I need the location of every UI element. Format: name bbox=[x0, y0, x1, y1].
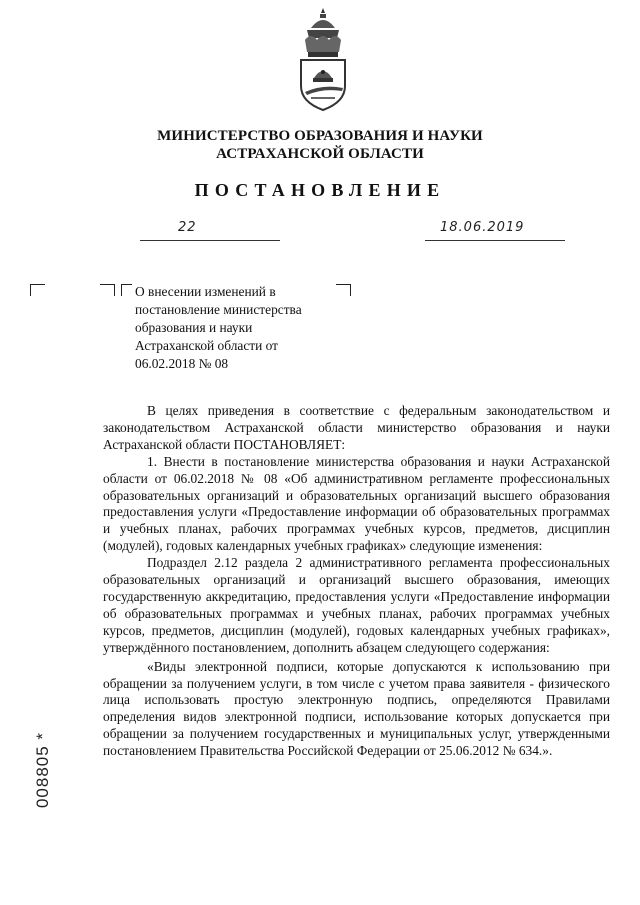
subject-line: 06.02.2018 № 08 bbox=[135, 356, 229, 371]
subject-line: образования и науки bbox=[135, 320, 253, 335]
corner-mark-subject-left bbox=[121, 284, 132, 296]
document-body bbox=[103, 403, 610, 760]
coat-of-arms-icon bbox=[291, 6, 355, 114]
document-number-field bbox=[140, 222, 280, 241]
margin-stamp-text: 008805 * bbox=[33, 731, 52, 809]
subject-line: постановление министерства bbox=[135, 302, 302, 317]
document-number: 22 bbox=[178, 220, 197, 235]
body-paragraph: «Виды электронной подписи, которые допускаются к использованию при обращении за получением услуги, в том числе с учетом права заявителя - физического лица использовать простую электронную подпись, определяются Правилами определения видов электронной подписи, использование которых допускается при обращении за получением государственных и муниципальных услуг, утвержденными постановлением Правительства Российской Федерации от 25.06.2012 № 634.». bbox=[103, 658, 610, 759]
ministry-name-line2: АСТРАХАНСКОЙ ОБЛАСТИ bbox=[216, 146, 424, 162]
document-type-title: ПОСТАНОВЛЕНИЕ bbox=[194, 180, 446, 200]
document-subject bbox=[135, 283, 355, 373]
ministry-name-line1: МИНИСТЕРСТВО ОБРАЗОВАНИЯ И НАУКИ bbox=[157, 128, 483, 144]
body-paragraph: 1. Внести в постановление министерства образования и науки Астраханской области от 06.02.2018 № 08 «Об административном регламенте профессиональных образовательных организаций и образовательных организаций высшего образования предоставления услуги «Предоставление информации об образовательных программах и учебных планах, рабочих программах учебных курсов, предметов, дисциплин (модулей), годовых календарных учебных графиках» следующие изменения: bbox=[103, 453, 610, 554]
corner-mark-top-right bbox=[100, 284, 115, 296]
subject-line: О внесении изменений в bbox=[135, 284, 276, 299]
subject-line: Астраханской области от bbox=[135, 338, 279, 353]
corner-mark-top-left bbox=[30, 284, 45, 296]
body-paragraph: Подраздел 2.12 раздела 2 административного регламента профессиональных образовательных организаций и организаций высшего образования, имеющих государственную аккредитацию, предоставления услуги «Предоставление информации об образовательных программах и учебных планах, рабочих программах учебных курсов, предметов, дисциплин (модулей), годовых календарных учебных графиках», утверждённого постановлением, дополнить абзацем следующего содержания: bbox=[103, 555, 610, 655]
document-date: 18.06.2019 bbox=[440, 220, 525, 235]
body-paragraph: В целях приведения в соответствие с федеральным законодательством и законодательством Астраханской области министерство образования и науки Астраханской области ПОСТАНОВЛЯЕТ: bbox=[103, 403, 610, 452]
margin-registration-stamp bbox=[24, 720, 52, 830]
